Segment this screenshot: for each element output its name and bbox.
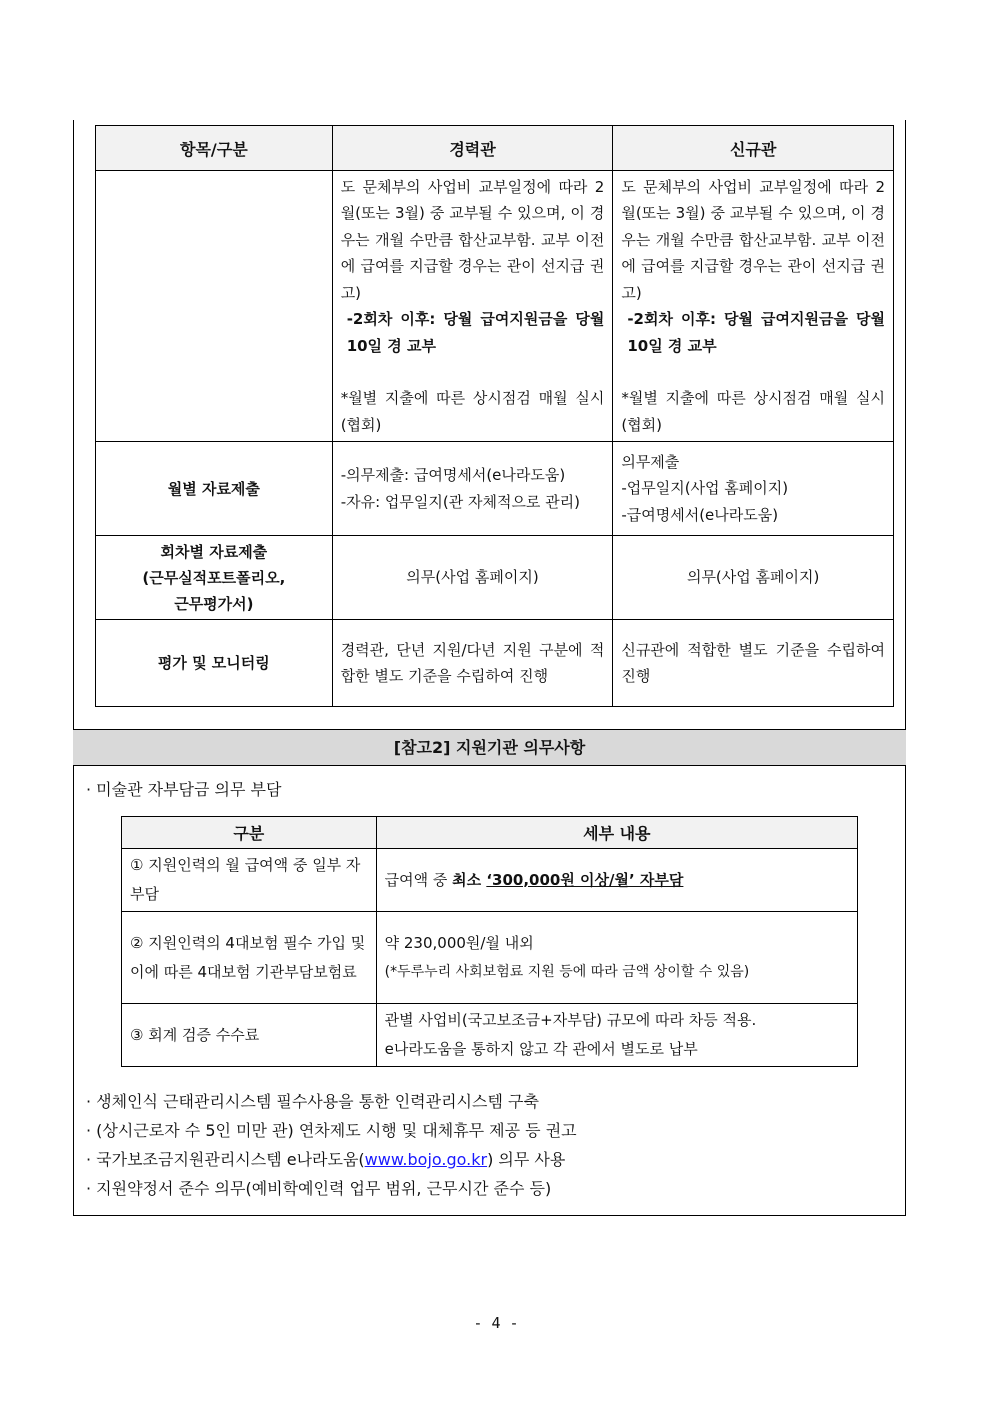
schedule-text: 도 문체부의 사업비 교부일정에 따라 2월(또는 3월) 중 교부될 수 있으며, 이 경우는 개월 수만큼 합산교부함. 교부 이전에 급여를 지급할 경우는 관이 선지급 권고) [621, 177, 885, 302]
row-label [96, 171, 333, 442]
detail-emphasis: ‘300,000원 이상/월’ 자부담 [486, 870, 684, 889]
header-experienced: 경력관 [332, 126, 613, 171]
table-header-row [96, 126, 894, 171]
label-line: 회차별 자료제출 [160, 542, 268, 561]
table-row [96, 620, 894, 707]
payment-rule-text: -2회차 이후: 당월 급여지원금을 당월 10일 경 교부 [346, 310, 605, 355]
header-detail: 세부 내용 [376, 817, 857, 849]
row-detail [376, 912, 857, 1004]
row-label: 월별 자료제출 [96, 442, 333, 536]
bojo-link[interactable]: www.bojo.go.kr [364, 1150, 488, 1169]
table-row [122, 849, 858, 912]
detail-prefix: 급여액 중 [384, 870, 453, 889]
cell-experienced [332, 171, 613, 442]
obligation-table [121, 816, 858, 1067]
row-detail [376, 849, 857, 912]
row-label: ③ 회계 검증 수수료 [122, 1004, 377, 1067]
page-number: - 4 - [473, 1314, 519, 1332]
table-header-row [122, 817, 858, 849]
bullet-item: · 지원약정서 준수 의무(예비학예인력 업무 범위, 근무시간 준수 등) [86, 1179, 552, 1198]
bullet-item: · 생체인식 근태관리시스템 필수사용을 통한 인력관리시스템 구축 [86, 1092, 539, 1111]
bullet-intro: · 미술관 자부담금 의무 부담 [86, 780, 282, 799]
cell-new [613, 171, 894, 442]
cell-line: -의무제출: 급여명세서(e나라도움) [340, 466, 566, 484]
bullet-prefix: · 국가보조금지원관리시스템 e나라도움( [86, 1150, 365, 1169]
row-label: 평가 및 모니터링 [96, 620, 333, 707]
table-row [122, 912, 858, 1004]
row-detail [376, 1004, 857, 1067]
cell-line: 의무제출 [621, 452, 680, 471]
detail-bold: 최소 [452, 870, 487, 889]
cell-experienced: 경력관, 단년 지원/다년 지원 구분에 적합한 별도 기준을 수립하여 진행 [332, 620, 613, 707]
bullet-item: · (상시근로자 수 5인 미만 관) 연차제도 시행 및 대체휴무 제공 등 권고 [86, 1121, 577, 1140]
header-new: 신규관 [613, 126, 894, 171]
inspection-note: *월별 지출에 따른 상시점검 매월 실시(협회) [340, 389, 605, 434]
label-line: 근무평가서) [174, 594, 254, 613]
schedule-text: 도 문체부의 사업비 교부일정에 따라 2월(또는 3월) 중 교부될 수 있으며, 이 경우는 개월 수만큼 합산교부함. 교부 이전에 급여를 지급할 경우는 관이 선지급 권고) [340, 177, 605, 302]
section-title: [참고2] 지원기관 의무사항 [73, 729, 906, 766]
detail-line: e나라도움을 통하지 않고 각 관에서 별도로 납부 [384, 1040, 698, 1058]
cell-experienced: 의무(사업 홈페이지) [332, 536, 613, 620]
cell-new: 신규관에 적합한 별도 기준을 수립하여 진행 [613, 620, 894, 707]
row-label: ① 지원인력의 월 급여액 중 일부 자부담 [122, 849, 377, 912]
detail-note: (*두루누리 사회보험료 지원 등에 따라 금액 상이할 수 있음) [384, 963, 750, 980]
header-category: 항목/구분 [96, 126, 333, 171]
table-row [96, 536, 894, 620]
label-line: (근무실적포트폴리오, [142, 568, 286, 587]
cell-experienced [332, 442, 613, 536]
row-label: ② 지원인력의 4대보험 필수 가입 및 이에 따른 4대보험 기관부담보험료 [122, 912, 377, 1004]
row-label [96, 536, 333, 620]
cell-new [613, 442, 894, 536]
detail-line: 약 230,000원/월 내외 [384, 933, 534, 952]
cell-line: -자유: 업무일지(관 자체적으로 관리) [340, 492, 581, 511]
table-row [96, 171, 894, 442]
cell-new: 의무(사업 홈페이지) [613, 536, 894, 620]
header-category: 구분 [122, 817, 377, 849]
inspection-note: *월별 지출에 따른 상시점검 매월 실시(협회) [621, 389, 885, 434]
bullet-item [86, 1149, 565, 1171]
table-row [122, 1004, 858, 1067]
cell-line: -업무일지(사업 홈페이지) [621, 479, 789, 498]
bullet-suffix: ) 의무 사용 [487, 1150, 566, 1169]
table-row [96, 442, 894, 536]
comparison-table [95, 125, 894, 707]
payment-rule-text: -2회차 이후: 당월 급여지원금을 당월 10일 경 교부 [627, 310, 885, 355]
cell-line: -급여명세서(e나라도움) [621, 505, 779, 524]
detail-line: 관별 사업비(국고보조금+자부담) 규모에 따라 차등 적용. [384, 1011, 757, 1029]
